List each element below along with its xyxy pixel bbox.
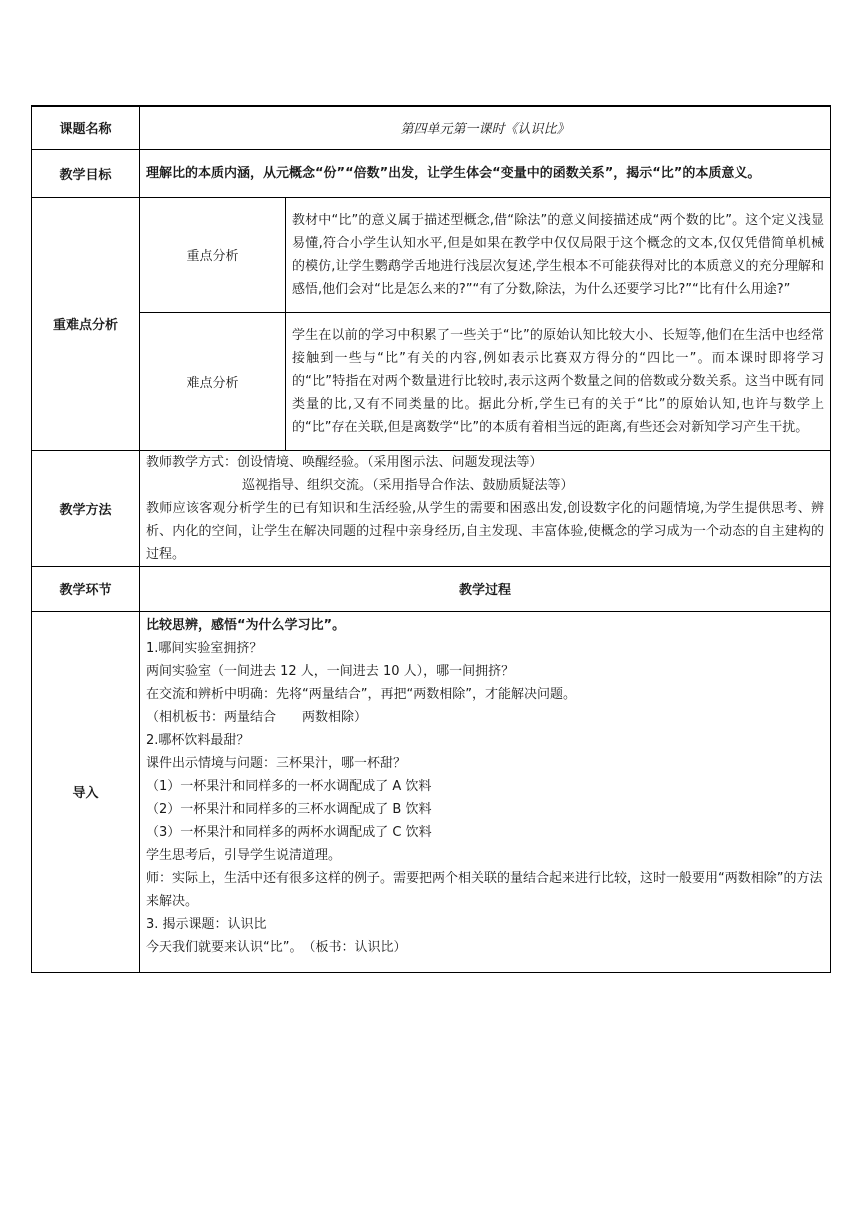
intro-label: 导入 bbox=[32, 611, 140, 972]
hard-point-label: 难点分析 bbox=[140, 312, 286, 450]
intro-content bbox=[140, 611, 831, 972]
key-point-label: 重点分析 bbox=[140, 197, 286, 312]
goal-text: 理解比的本质内涵，从元概念“份”“倍数”出发，让学生体会“变量中的函数关系”，揭示“比”的本质意义。 bbox=[140, 149, 831, 197]
intro-line: 在交流和辨析中明确：先将“两量结合”，再把“两数相除”，才能解决问题。 bbox=[146, 686, 576, 702]
row-course-name bbox=[32, 106, 831, 149]
intro-line: 师：实际上，生活中还有很多这样的例子。需要把两个相关联的量结合起来进行比较，这时一般要用“两数相除”的方法来解决。 bbox=[146, 870, 823, 909]
intro-line: 3. 揭示课题：认识比 bbox=[146, 916, 267, 932]
intro-line: （相机板书：两量结合 两数相除） bbox=[146, 709, 368, 725]
difficulty-label: 重难点分析 bbox=[32, 197, 140, 450]
intro-line: （3）一杯果汁和同样多的两杯水调配成了 C 饮料 bbox=[146, 824, 432, 840]
intro-line: 比较思辨，感悟“为什么学习比”。 bbox=[146, 617, 346, 633]
row-hard-point bbox=[32, 312, 831, 450]
method-line-2: 巡视指导、组织交流。（采用指导合作法、鼓励质疑法等） bbox=[242, 477, 574, 493]
method-content bbox=[140, 450, 831, 566]
intro-line: 课件出示情境与问题：三杯果汁，哪一杯甜？ bbox=[146, 755, 407, 771]
intro-line: （2）一杯果汁和同样多的三杯水调配成了 B 饮料 bbox=[146, 801, 432, 817]
goal-label: 教学目标 bbox=[32, 149, 140, 197]
method-label: 教学方法 bbox=[32, 450, 140, 566]
process-label: 教学过程 bbox=[140, 566, 831, 611]
row-header bbox=[32, 566, 831, 611]
method-line-1: 教师教学方式：创设情境、唤醒经验。（采用图示法、问题发现法等） bbox=[146, 454, 543, 470]
method-paragraph: 教师应该客观分析学生的已有知识和生活经验,从学生的需要和困惑出发,创设数字化的问题情境,为学生提供思考、辨析、内化的空间，让学生在解决同题的过程中亲身经历,自主发现、丰富体验,使概念的学习成为一个动态的自主建构的过程。 bbox=[146, 500, 825, 562]
row-intro bbox=[32, 611, 831, 972]
intro-line: 两间实验室（一间进去 12 人，一间进去 10 人），哪一间拥挤？ bbox=[146, 663, 515, 679]
intro-line: 学生思考后，引导学生说清道理。 bbox=[146, 847, 342, 863]
hard-point-text: 学生在以前的学习中积累了一些关于“比”的原始认知比较大小、长短等,他们在生活中也经常接触到一些与“比”有关的内容,例如表示比赛双方得分的“四比一”。而本课时即将学习的“比”特指在对两个数量进行比较时,表示这两个数量之间的倍数或分数关系。这当中既有同类量的比,又有不同类量的比。据此分析,学生已有的关于“比”的原始认知,也许与数学上的“比”存在关联,但是离数学“比”的本质有着相当远的距离,有些还会对新知学习产生干扰。 bbox=[286, 312, 831, 450]
row-key-point bbox=[32, 197, 831, 312]
course-name-label: 课题名称 bbox=[32, 106, 140, 149]
row-goal bbox=[32, 149, 831, 197]
lesson-plan-table bbox=[31, 105, 831, 973]
intro-line: （1）一杯果汁和同样多的一杯水调配成了 A 饮料 bbox=[146, 778, 432, 794]
intro-line: 今天我们就要来认识“比”。 （板书：认识比） bbox=[146, 939, 407, 955]
intro-line: 1.哪间实验室拥挤？ bbox=[146, 640, 263, 656]
intro-line: 2.哪杯饮料最甜？ bbox=[146, 732, 250, 748]
stage-label: 教学环节 bbox=[32, 566, 140, 611]
key-point-text: 教材中“比”的意义属于描述型概念,借“除法”的意义间接描述成“两个数的比”。这个定义浅显易懂,符合小学生认知水平,但是如果在教学中仅仅局限于这个概念的文本,仅仅凭借简单机械的模仿,让学生鹦鹉学舌地进行浅层次复述,学生根本不可能获得对比的本质意义的充分理解和感悟,他们会对“比是怎么来的?”“有了分数,除法，为什么还要学习比?”“比有什么用途?” bbox=[286, 197, 831, 312]
row-method bbox=[32, 450, 831, 566]
course-name-value: 第四单元第一课时《认识比》 bbox=[140, 106, 831, 149]
